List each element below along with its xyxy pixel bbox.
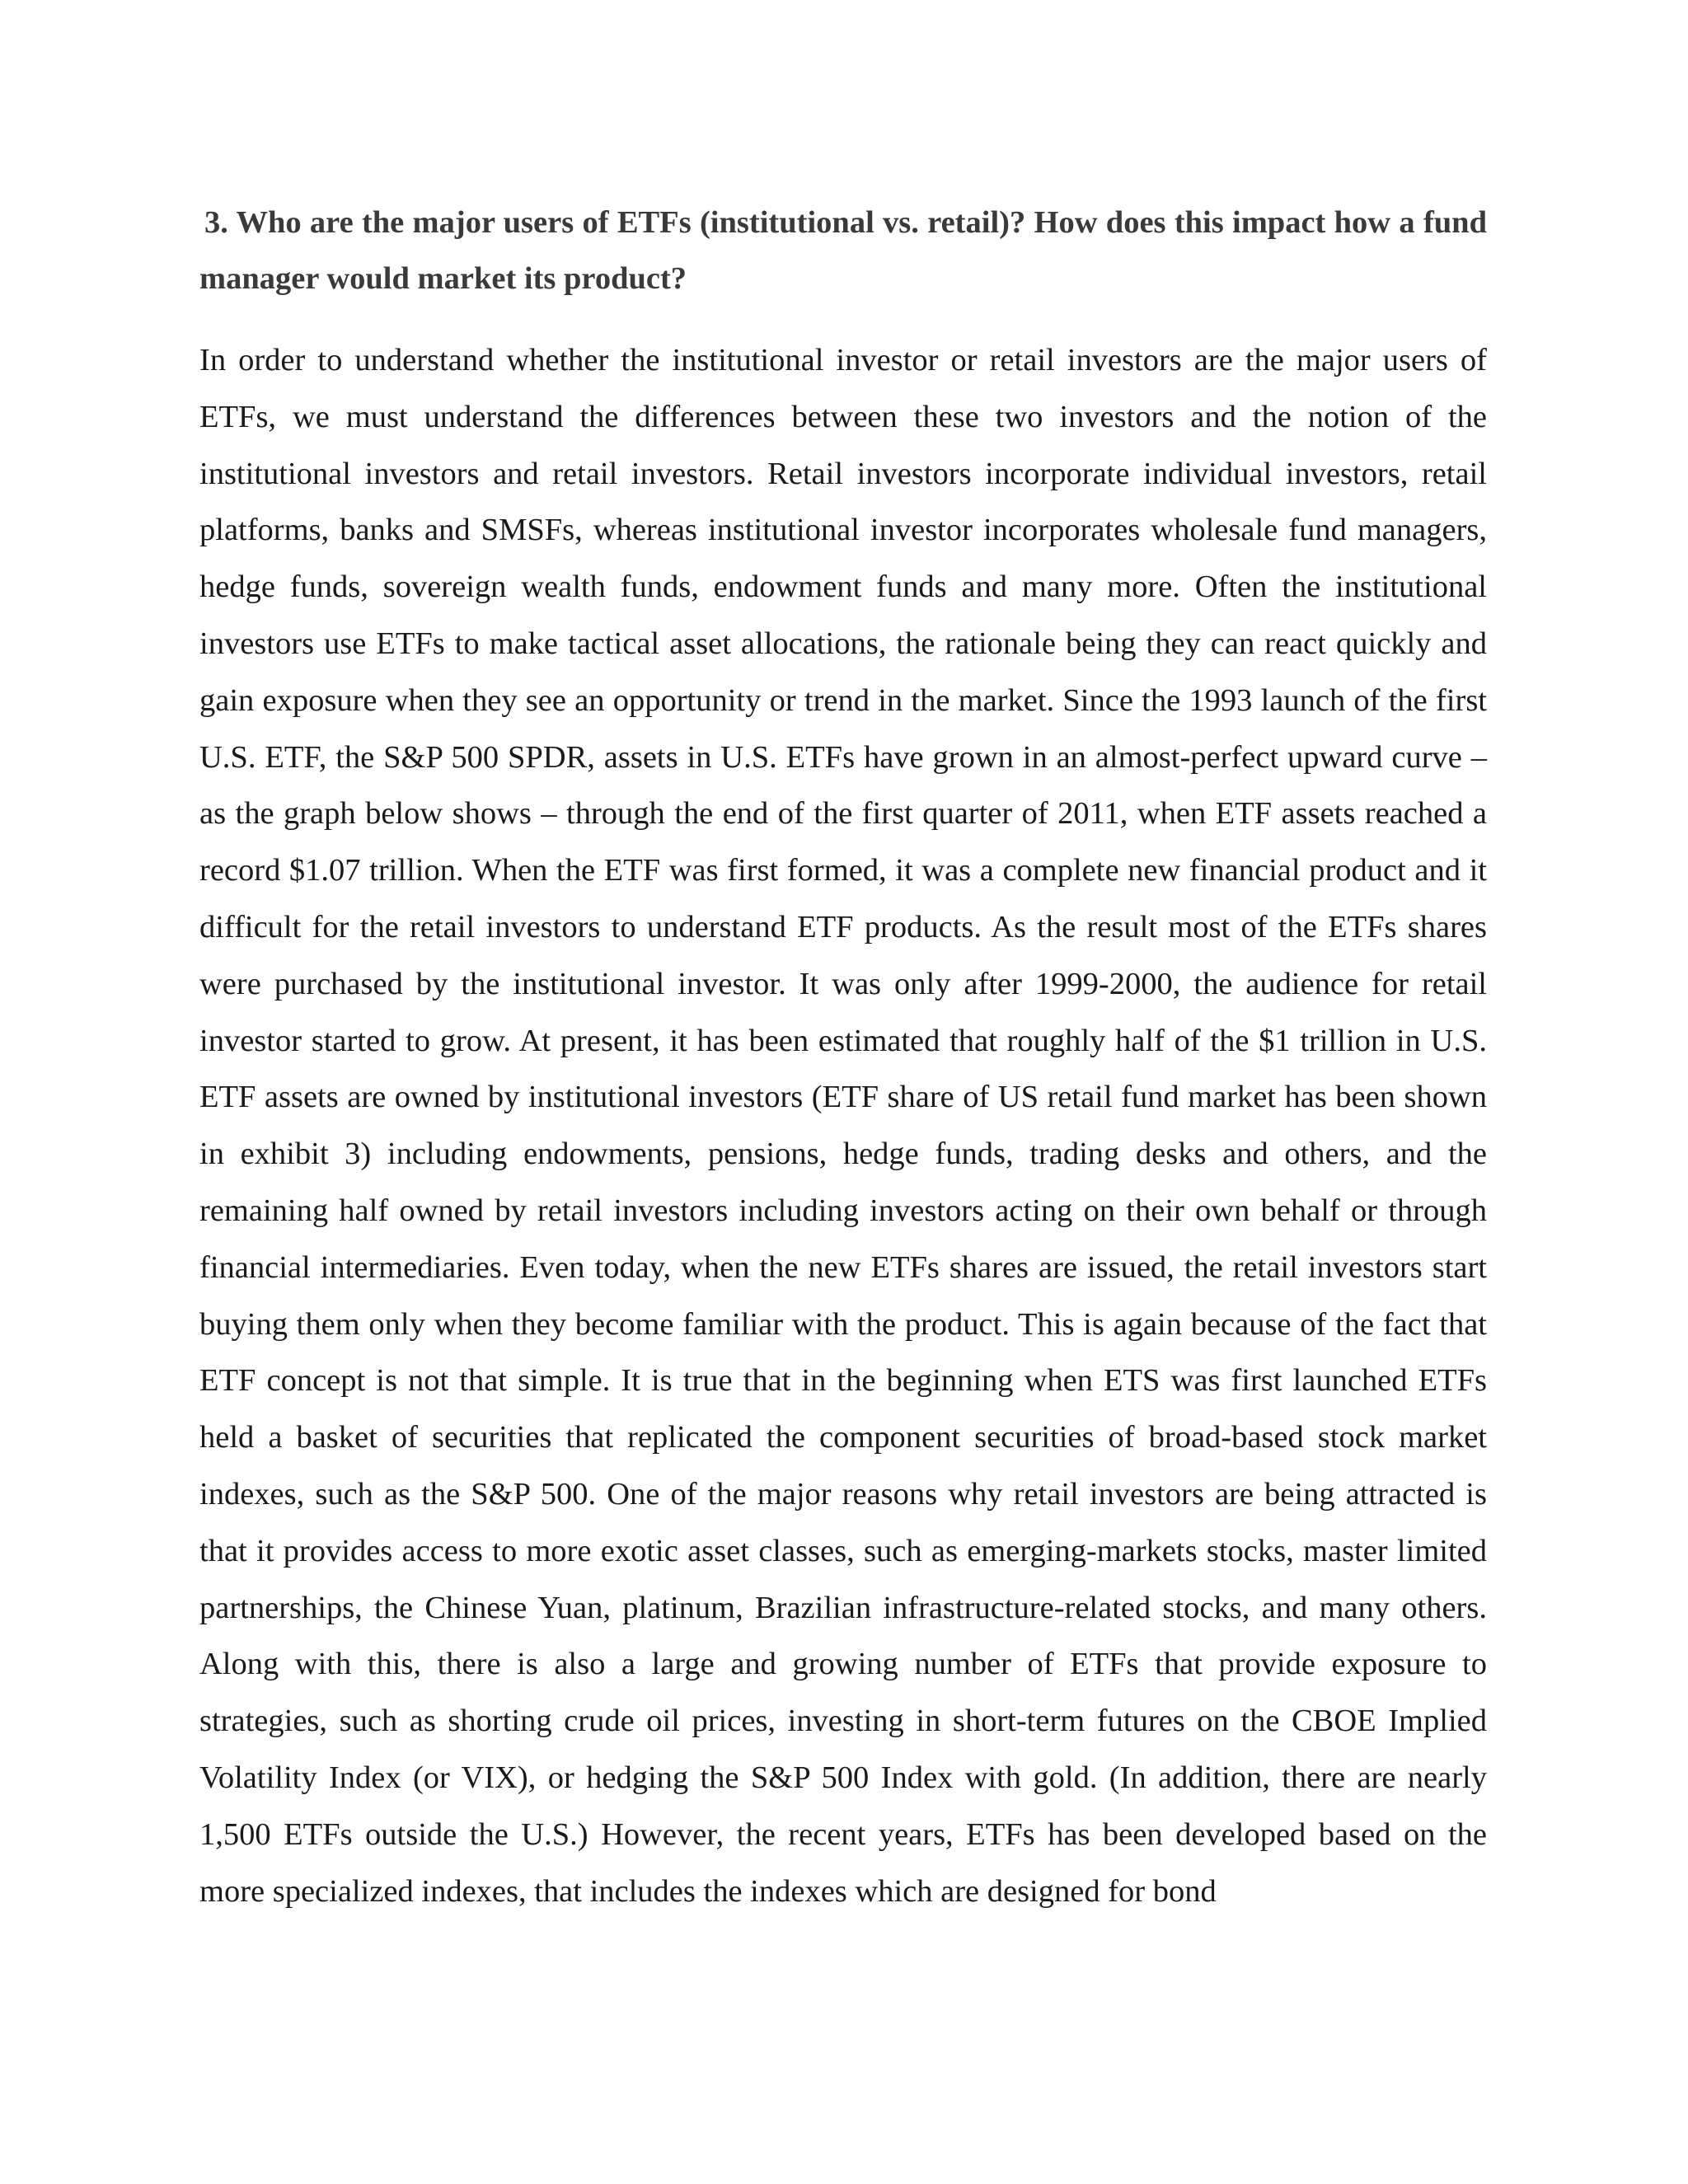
body-paragraph: In order to understand whether the institutional investor or retail investors are the major users of ETFs, we must understand the differences between these two investors and the notion of the institutional investors and retail investors. Retail investors incorporate individual investors, retail platforms, banks and SMSFs, whereas institutional investor incorporates wholesale fund managers, hedge funds, sovereign wealth funds, endowment funds and many more. Often the institutional investors use ETFs to make tactical asset allocations, the rationale being they can react quickly and gain exposure when they see an opportunity or trend in the market. Since the 1993 launch of the first U.S. ETF, the S&P 500 SPDR, assets in U.S. ETFs have grown in an almost-perfect upward curve – as the graph below shows – through the end of the first quarter of 2011, when ETF assets reached a record $1.07 trillion. When the ETF was first formed, it was a complete new financial product and it difficult for the retail investors to understand ETF products. As the result most of the ETFs shares were purchased by the institutional investor. It was only after 1999-2000, the audience for retail investor started to grow. At present, it has been estimated that roughly half of the $1 trillion in U.S. ETF assets are owned by institutional investors (ETF share of US retail fund market has been shown in exhibit 3) including endowments, pensions, hedge funds, trading desks and others, and the remaining half owned by retail investors including investors acting on their own behalf or through financial intermediaries. Even today, when the new ETFs shares are issued, the retail investors start buying them only when they become familiar with the product. This is again because of the fact that ETF concept is not that simple. It is true that in the beginning when ETS was first launched ETFs held a basket of securities that replicated the component securities of broad-based stock market indexes, such as the S&P 500. One of the major reasons why retail investors are being attracted is that it provides access to more exotic asset classes, such as emerging-markets stocks, master limited partnerships, the Chinese Yuan, platinum, Brazilian infrastructure-related stocks, and many others. Along with this, there is also a large and growing number of ETFs that provide exposure to strategies, such as shorting crude oil prices, investing in short-term futures on the CBOE Implied Volatility Index (or VIX), or hedging the S&P 500 Index with gold. (In addition, there are nearly 1,500 ETFs outside the U.S.) However, the recent years, ETFs has been developed based on the more specialized indexes, that includes the indexes which are designed for bond bbox=[199, 343, 1487, 1909]
question-heading: 3. Who are the major users of ETFs (institutional vs. retail)? How does this impact how a fund manager would market its product? bbox=[199, 205, 1487, 296]
